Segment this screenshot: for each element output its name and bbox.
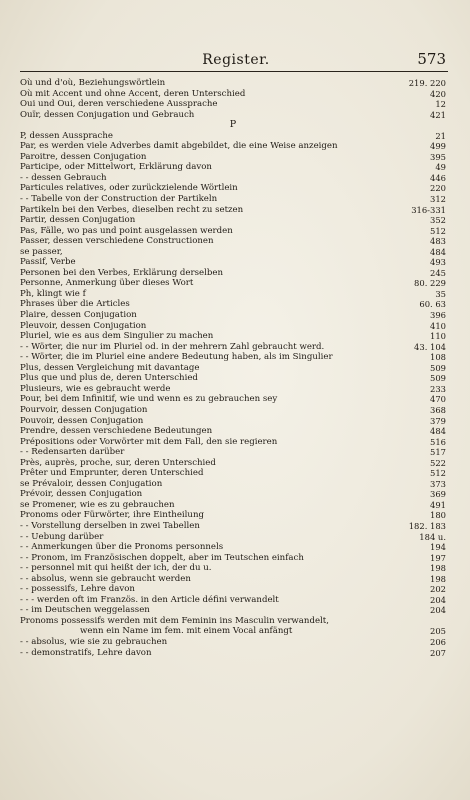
index-entry bbox=[20, 489, 446, 500]
entry-pages: 484 bbox=[430, 246, 446, 257]
entry-text: Près, auprès, proche, sur, deren Unterschied bbox=[20, 457, 216, 468]
entry-text: Pluriel, wie es aus dem Singulier zu machen bbox=[20, 331, 214, 342]
entries-before-section bbox=[20, 78, 446, 120]
entry-pages: 207 bbox=[430, 647, 446, 658]
entry-pages: 204 bbox=[430, 594, 446, 605]
entry-text: Ouïr, dessen Conjugation und Gebrauch bbox=[20, 109, 195, 120]
entry-pages: 182. 183 bbox=[408, 520, 446, 531]
index-entry bbox=[20, 78, 446, 89]
entry-text: Oui und Oui, deren verschiedene Aussprache bbox=[20, 99, 218, 110]
index-entry bbox=[20, 89, 446, 100]
entry-pages: 312 bbox=[430, 194, 446, 205]
index-entry bbox=[20, 605, 446, 616]
entry-pages: 316-331 bbox=[411, 204, 446, 215]
entry-pages: 421 bbox=[430, 109, 446, 120]
index-entry bbox=[20, 458, 446, 469]
index-entry bbox=[20, 278, 446, 289]
index-entry bbox=[20, 437, 446, 448]
index-entry bbox=[20, 310, 446, 321]
index-entry bbox=[20, 162, 446, 173]
entry-pages: 373 bbox=[430, 478, 446, 489]
index-entry bbox=[20, 521, 446, 532]
entry-pages: 180 bbox=[430, 510, 446, 521]
entry-pages: 108 bbox=[430, 352, 446, 363]
entry-pages: 80. 229 bbox=[414, 278, 446, 289]
page-number: 573 bbox=[417, 50, 446, 68]
entry-pages: 35 bbox=[435, 288, 446, 299]
index-entry bbox=[20, 405, 446, 416]
entry-text: Pronoms oder Fürwörter, ihre Eintheilung bbox=[20, 510, 204, 521]
entry-pages: 509 bbox=[430, 362, 446, 373]
index-entry bbox=[20, 394, 446, 405]
entry-text: Où und d'où, Beziehungswörtlein bbox=[20, 78, 166, 88]
entry-pages: 517 bbox=[430, 447, 446, 458]
entry-pages: 12 bbox=[435, 99, 446, 110]
entry-pages: 202 bbox=[430, 584, 446, 595]
entries-after-section bbox=[20, 131, 446, 658]
index-entry bbox=[20, 299, 446, 310]
entry-text: Participe, oder Mittelwort, Erklärung davon bbox=[20, 162, 212, 173]
entry-text: Paroitre, dessen Conjugation bbox=[20, 151, 147, 162]
entry-text: - - Redensarten darüber bbox=[20, 447, 125, 458]
index-entry bbox=[20, 648, 446, 659]
index-entry bbox=[20, 532, 446, 543]
index-entry bbox=[20, 141, 446, 152]
entry-pages: 21 bbox=[435, 130, 446, 141]
entry-pages: 206 bbox=[430, 636, 446, 647]
index-entry bbox=[20, 447, 446, 458]
entry-pages: 493 bbox=[430, 257, 446, 268]
entry-text: Plus, dessen Vergleichung mit davantage bbox=[20, 362, 200, 373]
entry-pages: 245 bbox=[430, 267, 446, 278]
index-entry bbox=[20, 542, 446, 553]
index-entry bbox=[20, 194, 446, 205]
index-entry bbox=[20, 247, 446, 258]
entry-text: Personne, Anmerkung über dieses Wort bbox=[20, 278, 194, 289]
entry-text: - - Vorstellung derselben in zwei Tabellen bbox=[20, 520, 200, 531]
index-entry bbox=[20, 205, 446, 216]
entry-pages: 420 bbox=[430, 88, 446, 99]
entry-pages: 410 bbox=[430, 320, 446, 331]
entry-pages: 43. 104 bbox=[414, 341, 446, 352]
index-entry bbox=[20, 553, 446, 564]
entry-pages: 379 bbox=[430, 415, 446, 426]
index-entry bbox=[20, 321, 446, 332]
entry-text: Personen bei den Verbes, Erklärung derselben bbox=[20, 267, 223, 278]
entry-pages: 396 bbox=[430, 310, 446, 321]
page-header bbox=[22, 50, 450, 72]
index-entry bbox=[20, 226, 446, 237]
entry-text: - - absolus, wenn sie gebraucht werden bbox=[20, 573, 191, 584]
index-entry bbox=[20, 584, 446, 595]
entry-pages: 184 u. bbox=[419, 531, 446, 542]
entry-text: se Promener, wie es zu gebrauchen bbox=[20, 499, 175, 510]
entry-text: Plaire, dessen Conjugation bbox=[20, 310, 137, 321]
index-entry bbox=[20, 384, 446, 395]
entry-text: Pour, bei dem Infinitif, wie und wenn es zu gebrauchen sey bbox=[20, 394, 278, 405]
entry-pages: 509 bbox=[430, 373, 446, 384]
index-entry bbox=[20, 173, 446, 184]
entry-pages: 522 bbox=[430, 457, 446, 468]
entry-text: Plusieurs, wie es gebraucht werde bbox=[20, 383, 171, 394]
entry-text: Pourvoir, dessen Conjugation bbox=[20, 404, 148, 415]
entry-text: - - Wörter, die im Pluriel eine andere Bedeutung haben, als im Singulier bbox=[20, 352, 333, 363]
index-entry bbox=[20, 152, 446, 163]
entry-text: Où mit Accent und ohne Accent, deren Unterschied bbox=[20, 88, 246, 99]
entry-pages: 483 bbox=[430, 236, 446, 247]
index-entry bbox=[20, 468, 446, 479]
entry-pages: 352 bbox=[430, 215, 446, 226]
index-entry bbox=[20, 257, 446, 268]
entry-pages: 220 bbox=[430, 183, 446, 194]
entry-text: se Prévaloir, dessen Conjugation bbox=[20, 478, 163, 489]
entry-pages: 194 bbox=[430, 542, 446, 553]
entry-text: Pas, Fälle, wo pas und point ausgelassen werden bbox=[20, 225, 233, 236]
entry-text: Pleuvoir, dessen Conjugation bbox=[20, 320, 147, 331]
entry-text: Passer, dessen verschiedene Constructionen bbox=[20, 236, 214, 247]
section-letter: P bbox=[229, 119, 237, 131]
index-entry bbox=[20, 510, 446, 521]
entry-pages: 499 bbox=[430, 141, 446, 152]
index-entry bbox=[20, 373, 446, 384]
index-entry bbox=[20, 183, 446, 194]
entry-text: P, dessen Aussprache bbox=[20, 130, 113, 141]
index-entry bbox=[20, 289, 446, 300]
index-entry bbox=[20, 626, 446, 637]
entry-pages: 470 bbox=[430, 394, 446, 405]
entry-pages: 110 bbox=[430, 331, 446, 342]
entry-text: Plus que und plus de, deren Unterschied bbox=[20, 373, 198, 384]
index-entries bbox=[20, 78, 446, 658]
entry-pages: 233 bbox=[430, 383, 446, 394]
entry-text: - - im Deutschen weggelassen bbox=[20, 605, 150, 616]
entry-pages: 198 bbox=[430, 563, 446, 574]
entry-text: - - Uebung darüber bbox=[20, 531, 104, 542]
index-entry bbox=[20, 131, 446, 142]
index-entry bbox=[20, 426, 446, 437]
index-entry bbox=[20, 110, 446, 121]
entry-pages: 512 bbox=[430, 468, 446, 479]
entry-text: Par, es werden viele Adverbes damit abgebildet, die eine Weise anzeigen bbox=[20, 141, 338, 152]
entry-text: - - Anmerkungen über die Pronoms personnels bbox=[20, 542, 224, 553]
entry-pages: 49 bbox=[435, 162, 446, 173]
entry-pages: 219. 220 bbox=[408, 78, 446, 88]
index-entry bbox=[20, 595, 446, 606]
entry-pages: 491 bbox=[430, 499, 446, 510]
entry-pages: 369 bbox=[430, 489, 446, 500]
entry-text: Prendre, dessen verschiedene Bedeutungen bbox=[20, 426, 213, 437]
index-entry bbox=[20, 331, 446, 342]
index-entry bbox=[20, 99, 446, 110]
index-entry bbox=[20, 479, 446, 490]
index-entry bbox=[20, 500, 446, 511]
entry-pages: 516 bbox=[430, 436, 446, 447]
index-entry bbox=[20, 574, 446, 585]
entry-text: Pouvoir, dessen Conjugation bbox=[20, 415, 144, 426]
entry-text: - - - werden oft im Französ. in den Article défini verwandelt bbox=[20, 594, 279, 605]
entry-text: Phrases über die Articles bbox=[20, 299, 130, 310]
running-head: Register. bbox=[202, 52, 270, 68]
header-rule bbox=[20, 71, 448, 72]
entry-text: Prévoir, dessen Conjugation bbox=[20, 489, 143, 500]
index-entry bbox=[20, 342, 446, 353]
entry-text: Partir, dessen Conjugation bbox=[20, 215, 136, 226]
index-entry bbox=[20, 616, 446, 627]
entry-pages: 446 bbox=[430, 172, 446, 183]
entry-pages: 60. 63 bbox=[419, 299, 446, 310]
entry-text: - - Tabelle von der Construction der Partikeln bbox=[20, 194, 218, 205]
index-entry bbox=[20, 352, 446, 363]
entry-text: wenn ein Name im fem. mit einem Vocal anfängt bbox=[80, 626, 293, 637]
entry-text: Particules relatives, oder zurückzielende Wörtlein bbox=[20, 183, 238, 194]
entry-pages: 197 bbox=[430, 552, 446, 563]
entry-text: - - Pronom, im Französischen doppelt, aber im Teutschen einfach bbox=[20, 552, 304, 563]
entry-pages: 484 bbox=[430, 426, 446, 437]
entry-pages: 198 bbox=[430, 573, 446, 584]
entry-text: Prépositions oder Vorwörter mit dem Fall, den sie regieren bbox=[20, 436, 278, 447]
entry-text: - - personnel mit qui heißt der ich, der du u. bbox=[20, 563, 212, 574]
index-entry bbox=[20, 268, 446, 279]
entry-text: Partikeln bei den Verbes, dieselben recht zu setzen bbox=[20, 204, 244, 215]
entry-text: - - dessen Gebrauch bbox=[20, 172, 107, 183]
entry-text: Prêter und Emprunter, deren Unterschied bbox=[20, 468, 204, 479]
entry-text: - - demonstratifs, Lehre davon bbox=[20, 647, 152, 658]
entry-text: - - Wörter, die nur im Pluriel od. in der mehrern Zahl gebraucht werd. bbox=[20, 341, 325, 352]
entry-pages: 512 bbox=[430, 225, 446, 236]
entry-text: se passer, bbox=[20, 246, 63, 257]
entry-pages: 368 bbox=[430, 404, 446, 415]
entry-text: - - absolus, wie sie zu gebrauchen bbox=[20, 636, 168, 647]
entry-pages: 395 bbox=[430, 151, 446, 162]
index-entry bbox=[20, 563, 446, 574]
index-entry bbox=[20, 215, 446, 226]
index-entry bbox=[20, 637, 446, 648]
entry-text: Passif, Verbe bbox=[20, 257, 76, 268]
entry-pages: 204 bbox=[430, 605, 446, 616]
index-entry bbox=[20, 416, 446, 427]
entry-text: Pronoms possessifs werden mit dem Feminin ins Masculin verwandelt, bbox=[20, 615, 329, 626]
entry-pages: 205 bbox=[430, 626, 446, 637]
entry-text: - - possessifs, Lehre davon bbox=[20, 584, 135, 595]
index-entry bbox=[20, 236, 446, 247]
entry-text: Ph, klingt wie f bbox=[20, 288, 86, 299]
index-entry bbox=[20, 363, 446, 374]
